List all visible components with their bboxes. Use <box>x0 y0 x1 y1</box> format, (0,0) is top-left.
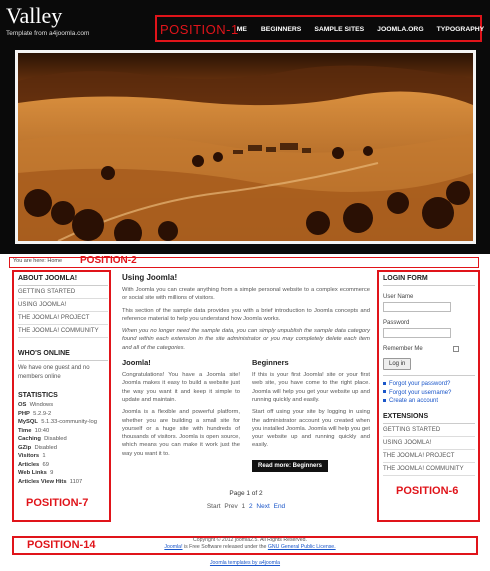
about-item-getting-started[interactable]: GETTING STARTED <box>18 286 108 299</box>
forgot-password-link[interactable]: Forgot your password? <box>383 380 475 389</box>
forgot-username-link[interactable]: Forgot your username? <box>383 389 475 398</box>
article-paragraph: Start off using your site by logging in using the administrator account you created when you installed Joomla. Joomla will help you get your website up and running quickly and easily. <box>252 409 370 449</box>
position-6-label: POSITION-6 <box>396 485 459 497</box>
position-7-label: POSITION-7 <box>26 497 89 509</box>
pagination <box>122 490 370 510</box>
remember-me-label: Remember Me <box>383 346 423 352</box>
password-input[interactable] <box>383 328 451 338</box>
stat-row: OS Windows <box>18 402 54 408</box>
footer-text <box>130 537 370 551</box>
password-label: Password <box>383 320 410 326</box>
whos-online-title: WHO'S ONLINE <box>18 350 108 361</box>
license-text: Joomla! is Free Software released under the GNU General Public License. <box>164 544 336 550</box>
pager-next[interactable]: Next <box>256 503 270 510</box>
article-columns <box>122 358 370 472</box>
stat-row: Web Links 9 <box>18 470 54 476</box>
remember-me-row <box>383 346 475 352</box>
login-button[interactable]: Log in <box>383 358 411 370</box>
hero-image <box>15 50 476 244</box>
copyright-text: Copyright © 2012 joomla2.5. All Rights Reserved. <box>193 537 307 543</box>
login-form-title: LOGIN FORM <box>383 275 475 286</box>
pager-prev: Prev <box>224 503 238 510</box>
article-joomla-title[interactable]: Joomla! <box>122 358 151 368</box>
stat-row: PHP 5.2.9-2 <box>18 410 52 417</box>
bullet-icon <box>383 390 386 393</box>
main-content <box>122 273 370 472</box>
main-nav <box>160 20 485 38</box>
site-tagline: Template from a4joomla.com <box>6 30 90 37</box>
pager-page-1: 1 <box>241 503 246 510</box>
hero-section <box>0 47 490 254</box>
extensions-title: EXTENSIONS <box>383 413 475 424</box>
pagination-links <box>122 503 370 510</box>
article-beginners-title[interactable]: Beginners <box>252 358 289 368</box>
create-account-link[interactable]: Create an account <box>383 397 475 406</box>
statistics-module <box>18 392 108 486</box>
about-joomla-module <box>18 275 108 338</box>
article-title[interactable]: Using Joomla! <box>122 273 178 282</box>
ext-item-using-joomla[interactable]: USING JOOMLA! <box>383 437 475 450</box>
statistics-title: STATISTICS <box>18 392 58 399</box>
page-counter: Page 1 of 2 <box>229 490 263 497</box>
stat-row: Articles 69 <box>18 461 49 468</box>
position-1-label: POSITION-1 <box>160 21 239 37</box>
login-links <box>383 380 475 406</box>
ext-item-joomla-project[interactable]: THE JOOMLA! PROJECT <box>383 450 475 463</box>
article-paragraph: If this is your first Joomla! site or your first web site, you have come to the right place. Joomla will help you get your website up and running quickly and easily. <box>252 372 370 403</box>
divider <box>383 375 475 376</box>
article-paragraph: When you no longer need the sample data, you can simply unpublish the sample data category found within each extension in the site administrator or you may completely delete each item and all of the categories. <box>122 328 370 351</box>
nav-item-typography[interactable]: TYPOGRAPHY <box>436 25 485 33</box>
position-14-label: POSITION-14 <box>27 539 96 551</box>
about-item-joomla-community[interactable]: THE JOOMLA! COMMUNITY <box>18 325 108 338</box>
template-credit-link[interactable]: Joomla templates by a4joomla <box>209 560 281 566</box>
pager-page-2[interactable]: 2 <box>248 503 253 510</box>
article-paragraph: Joomla is a flexible and powerful platform, whether you are building a small site for yourself or a huge site with hundreds of thousands of visitors. Joomla is open source, which means you can make it work just the way you want it to. <box>122 409 240 457</box>
pager-start: Start <box>206 503 221 510</box>
stat-row: Caching Disabled <box>18 436 67 442</box>
nav-item-sample-sites[interactable]: SAMPLE SITES <box>314 25 365 33</box>
stat-row: Articles View Hits 1107 <box>18 478 83 485</box>
about-item-joomla-project[interactable]: THE JOOMLA! PROJECT <box>18 312 108 325</box>
whos-online-text: We have one guest and no members online <box>18 365 90 380</box>
whos-online-module <box>18 350 108 382</box>
remember-me-checkbox[interactable] <box>453 346 459 352</box>
joomla-link[interactable]: Joomla! <box>164 544 183 550</box>
breadcrumb[interactable]: You are here: Home <box>13 258 63 264</box>
pager-end[interactable]: End <box>273 503 286 510</box>
about-item-using-joomla[interactable]: USING JOOMLA! <box>18 299 108 312</box>
stat-row: Visitors 1 <box>18 453 46 459</box>
article-paragraph: This section of the sample data provides you with a brief introduction to Joomla concepts and reference material to help you understand how Joomla works. <box>122 307 370 322</box>
nav-item-joomla-org[interactable]: JOOMLA.ORG <box>377 25 424 33</box>
article-paragraph: Congratulations! You have a Joomla site! Joomla makes it easy to build a website just the way you want it and keep it simple to update and maintain. <box>122 372 240 403</box>
nav-item-beginners[interactable]: BEGINNERS <box>260 25 302 33</box>
site-title[interactable]: Valley <box>6 3 63 28</box>
gpl-link[interactable]: GNU General Public License. <box>267 544 336 550</box>
username-label: User Name <box>383 294 414 300</box>
stat-row: MySQL 5.1.33-community-log <box>18 419 97 425</box>
ext-item-joomla-community[interactable]: THE JOOMLA! COMMUNITY <box>383 463 475 476</box>
right-sidebar <box>383 275 475 476</box>
bullet-icon <box>383 399 386 402</box>
username-input[interactable] <box>383 302 451 312</box>
article-beginners <box>252 358 370 472</box>
ext-item-getting-started[interactable]: GETTING STARTED <box>383 424 475 437</box>
landscape-photo-icon <box>18 53 473 241</box>
about-joomla-title: ABOUT JOOMLA! <box>18 275 108 286</box>
left-sidebar <box>18 275 108 494</box>
article-paragraph: With Joomla you can create anything from a simple personal website to a complex ecommerce or social site with millions of visitors. <box>122 287 370 302</box>
position-2-label: POSITION-2 <box>80 255 137 266</box>
nav-item-home[interactable]: ME <box>236 25 247 33</box>
read-more-button[interactable]: Read more: Beginners <box>252 460 328 472</box>
article-joomla <box>122 358 240 472</box>
stat-row: GZip Disabled <box>18 444 57 451</box>
bullet-icon <box>383 382 386 385</box>
stat-row: Time 10:40 <box>18 427 50 434</box>
